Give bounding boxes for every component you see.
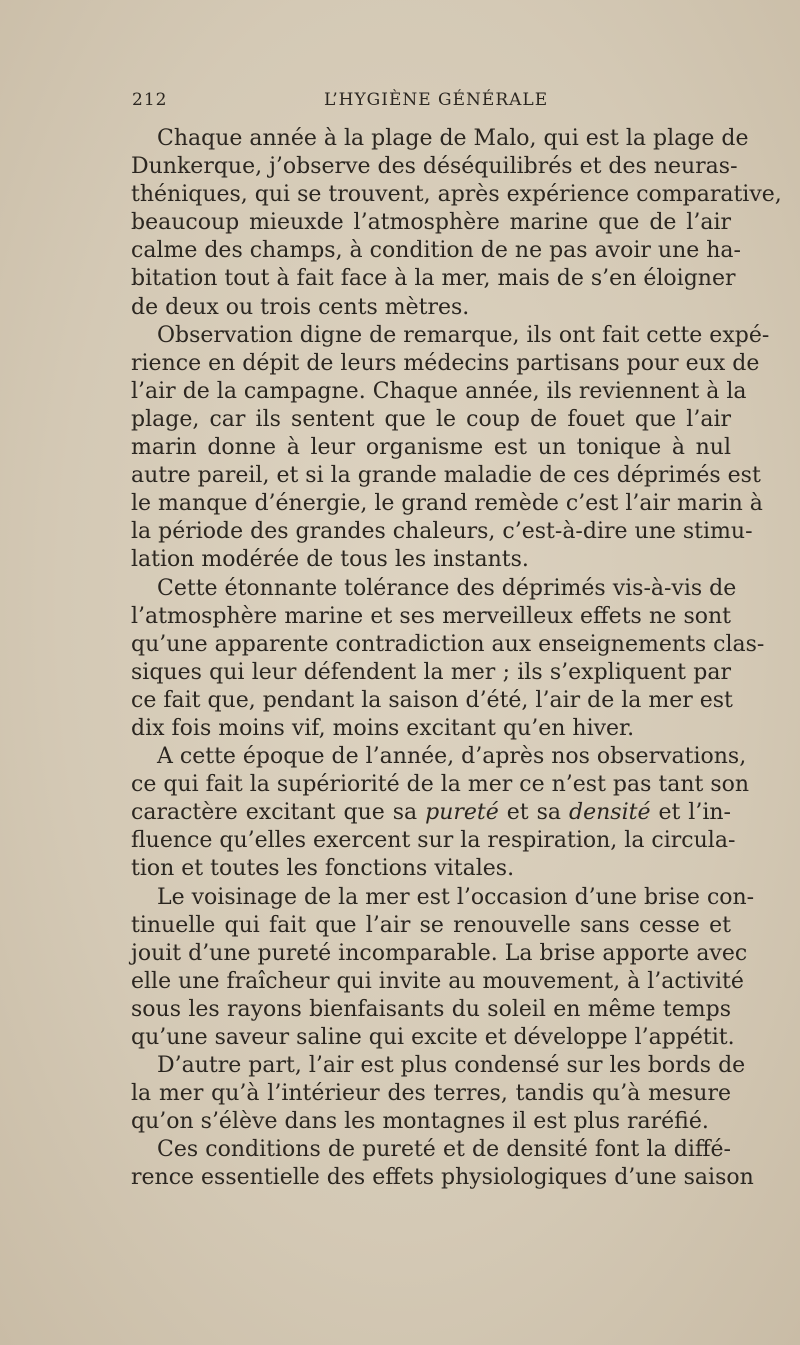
running-head: [132, 90, 732, 116]
text-line: beaucoup mieuxde l’atmosphère marine que de l’air: [131, 210, 731, 236]
text-segment: et l’in-: [658, 800, 731, 826]
text-line: qu’une saveur saline qui excite et développe l’appétit.: [131, 1025, 735, 1050]
text-line: la mer qu’à l’intérieur des terres, tandis qu’à mesure: [131, 1081, 731, 1107]
text-line: Chaque année à la plage de Malo, qui est la plage de: [157, 126, 749, 151]
text-line: l’air de la campagne. Chaque année, ils reviennent à la: [131, 378, 747, 404]
body-text: [131, 125, 782, 1193]
text-line: rence essentielle des effets physiologiques d’une saison: [131, 1165, 754, 1191]
text-line: autre pareil, et si la grande maladie de ces déprimés est: [131, 463, 761, 489]
text-line: Cette étonnante tolérance des déprimés vis-à-vis de: [157, 575, 737, 601]
text-line: siques qui leur défendent la mer ; ils s’expliquent par: [131, 659, 731, 685]
text-line: qu’on s’élève dans les montagnes il est plus raréfié.: [131, 1109, 709, 1135]
text-line: A cette époque de l’année, d’après nos observations,: [157, 744, 747, 770]
text-line: qu’une apparente contradiction aux enseignements clas-: [131, 631, 765, 657]
text-line: elle une fraîcheur qui invite au mouvement, à l’activité: [131, 968, 744, 994]
text-line: D’autre part, l’air est plus condensé sur les bords de: [157, 1053, 746, 1079]
text-line: Dunkerque, j’observe des déséquilibrés et des neuras-: [131, 154, 738, 180]
text-line: sous les rayons bienfaisants du soleil en même temps: [131, 996, 731, 1022]
text-line: l’atmosphère marine et ses merveilleux effets ne sont: [131, 603, 731, 629]
text-line: calme des champs, à condition de ne pas avoir une ha-: [131, 238, 741, 264]
text-line: théniques, qui se trouvent, après expérience comparative,: [131, 182, 782, 208]
text-line: rience en dépit de leurs médecins partisans pour eux de: [131, 350, 760, 376]
text-line: plage, car ils sentent que le coup de fouet que l’air: [131, 406, 731, 432]
text-line: tion et toutes les fonctions vitales.: [131, 856, 515, 882]
text-line: ce qui fait la supériorité de la mer ce n’est pas tant son: [131, 772, 750, 798]
text-line: Le voisinage de la mer est l’occasion d’une brise con-: [157, 884, 755, 910]
text-line-with-emphasis: [131, 799, 731, 827]
text-line: Observation digne de remarque, ils ont fait cette expé-: [157, 322, 770, 348]
emphasis-purete: pureté: [425, 800, 499, 826]
emphasis-densite: densité: [569, 800, 651, 826]
text-line: dix fois moins vif, moins excitant qu’en hiver.: [131, 715, 635, 741]
text-line: le manque d’énergie, le grand remède c’est l’air marin à: [131, 491, 763, 517]
text-line: de deux ou trois cents mètres.: [131, 294, 470, 320]
text-line: fluence qu’elles exercent sur la respiration, la circula-: [131, 828, 736, 854]
text-line: la période des grandes chaleurs, c’est-à-dire une stimu-: [131, 519, 753, 545]
text-line: tinuelle qui fait que l’air se renouvelle sans cesse et: [131, 912, 731, 938]
text-line: marin donne à leur organisme est un tonique à nul: [131, 435, 731, 461]
text-line: bitation tout à fait face à la mer, mais de s’en éloigner: [131, 266, 736, 292]
text-segment: et sa: [506, 800, 562, 826]
text-line: lation modérée de tous les instants.: [131, 547, 529, 573]
text-line: jouit d’une pureté incomparable. La brise apporte avec: [131, 940, 748, 966]
page-number: 212: [132, 90, 168, 110]
text-segment: caractère excitant que sa: [131, 800, 418, 826]
text-line: Ces conditions de pureté et de densité font la diffé-: [157, 1137, 731, 1163]
running-title: L’HYGIÈNE GÉNÉRALE: [324, 90, 549, 110]
text-line: ce fait que, pendant la saison d’été, l’air de la mer est: [131, 687, 733, 713]
